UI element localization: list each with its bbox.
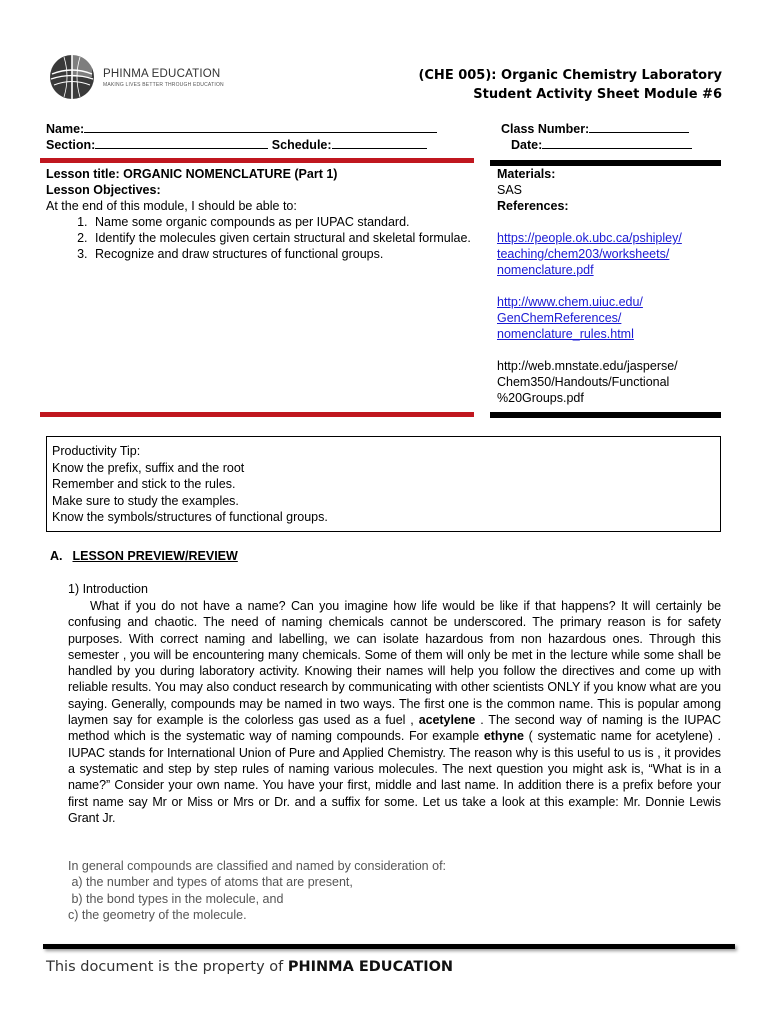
reference-link-ubc[interactable]: https://people.ok.ubc.ca/pshipley/ teaching/chem203/worksheets/ nomenclature.pdf: [497, 231, 682, 277]
introduction-heading: 1) Introduction: [68, 582, 148, 596]
classification-item: b) the bond types in the molecule, and: [68, 891, 284, 906]
bottom-red-rule: [40, 412, 474, 417]
footer-text: This document is the property of PHINMA EDUCATION: [46, 959, 454, 975]
tip-line: Remember and stick to the rules.: [52, 477, 236, 491]
logo-name: PHINMA EDUCATION: [103, 68, 221, 80]
section-label: Section:: [46, 138, 96, 152]
section-blank[interactable]: [95, 136, 268, 149]
objectives-intro: At the end of this module, I should be able to:: [46, 199, 297, 213]
date-blank[interactable]: [542, 136, 692, 149]
materials-block: [497, 166, 727, 406]
footer-rule: [43, 944, 735, 949]
classification-intro: In general compounds are classified and named by consideration of:: [68, 859, 447, 873]
materials-label: Materials:: [497, 167, 556, 181]
classification-list: [68, 858, 708, 923]
tip-line: Know the symbols/structures of functional groups.: [52, 510, 328, 524]
tip-heading: Productivity Tip:: [52, 444, 141, 458]
course-title: (CHE 005): Organic Chemistry Laboratory: [418, 68, 722, 83]
name-field[interactable]: [46, 120, 437, 136]
ethyne-term: ethyne: [483, 729, 524, 744]
logo-globe-icon: [46, 52, 102, 102]
date-field[interactable]: [511, 136, 692, 152]
objective-item: 3. Recognize and draw structures of functional groups.: [91, 246, 476, 262]
materials-value: SAS: [497, 183, 523, 197]
tip-line: Know the prefix, suffix and the root: [52, 460, 245, 475]
class-number-field[interactable]: [501, 120, 689, 136]
section-field[interactable]: [46, 136, 427, 152]
objectives-label: Lesson Objectives:: [46, 183, 161, 197]
schedule-blank[interactable]: [332, 136, 427, 149]
references-label: References:: [497, 199, 569, 213]
name-label: Name:: [46, 122, 85, 136]
module-title: Student Activity Sheet Module #6: [473, 87, 722, 102]
lesson-block: [46, 166, 476, 262]
productivity-tip-box: [46, 436, 721, 532]
classification-item: c) the geometry of the molecule.: [68, 907, 247, 922]
document-title: [418, 66, 722, 104]
class-number-blank[interactable]: [589, 120, 689, 133]
classification-item: a) the number and types of atoms that are present,: [68, 875, 353, 890]
objective-item: 2. Identify the molecules given certain structural and skeletal formulae.: [91, 230, 476, 246]
introduction-paragraph: What if you do not have a name? Can you imagine how life would be like if that happens? It will certainly be confusing and chaotic. The need of naming chemicals cannot be underscored. The primary reason is for safety purposes. With correct naming and labelling, we can isolate hazardous from non hazardous ones. Through this semester , you will be encountering many chemicals. Some of them will only be met in the lecture while some shall be handled by you during laboratory activity. Knowing their names will help you follow the directives and come up with reliable results. You may also conduct research by communicating with other scientists ONLY if you know what are you saying. Generally, compounds may be named in two ways. The first one is the common name. This is popular among laymen say for example is the colorless gas used as a fuel , acetylene . The second way of naming is the IUPAC method which is the systematic way of naming compounds. For example ethyne ( systematic name for acetylene) . IUPAC stands for International Union of Pure and Applied Chemistry. The reason why is this useful to us is , it provides a systematic and step by step rules of naming various molecules. The next question you might ask is, “What is in a name?” Consider your own name. You have your first, middle and last name. In addition there is a prefix before your first name say Mr or Miss or Mrs or Dr. and a suffix for some. Let us take a look at this example: Mr. Donnie Lewis Grant Jr.: [68, 599, 721, 825]
reference-text-mnstate: http://web.mnstate.edu/jasperse/ Chem350/Handouts/Functional %20Groups.pdf: [497, 359, 678, 405]
name-blank[interactable]: [84, 120, 437, 133]
class-number-label: Class Number:: [501, 122, 590, 136]
acetylene-term: acetylene: [418, 713, 476, 728]
lesson-title: Lesson title: ORGANIC NOMENCLATURE (Part 1): [46, 167, 338, 181]
date-label: Date:: [511, 138, 543, 152]
section-a-letter: A.: [50, 549, 63, 563]
tip-line: Make sure to study the examples.: [52, 493, 239, 508]
top-red-rule: [40, 158, 474, 163]
objective-item: 1. Name some organic compounds as per IUPAC standard.: [91, 214, 476, 230]
section-a-title: LESSON PREVIEW/REVIEW: [72, 549, 238, 563]
section-a-heading: [50, 549, 238, 563]
reference-link-uiuc[interactable]: http://www.chem.uiuc.edu/ GenChemReferences/ nomenclature_rules.html: [497, 295, 643, 341]
logo-tagline: MAKING LIVES BETTER THROUGH EDUCATION: [103, 82, 224, 88]
schedule-label: Schedule:: [271, 138, 332, 152]
bottom-black-rule: [490, 412, 721, 418]
footer-owner: PHINMA EDUCATION: [287, 959, 454, 975]
objectives-list: [46, 214, 476, 262]
